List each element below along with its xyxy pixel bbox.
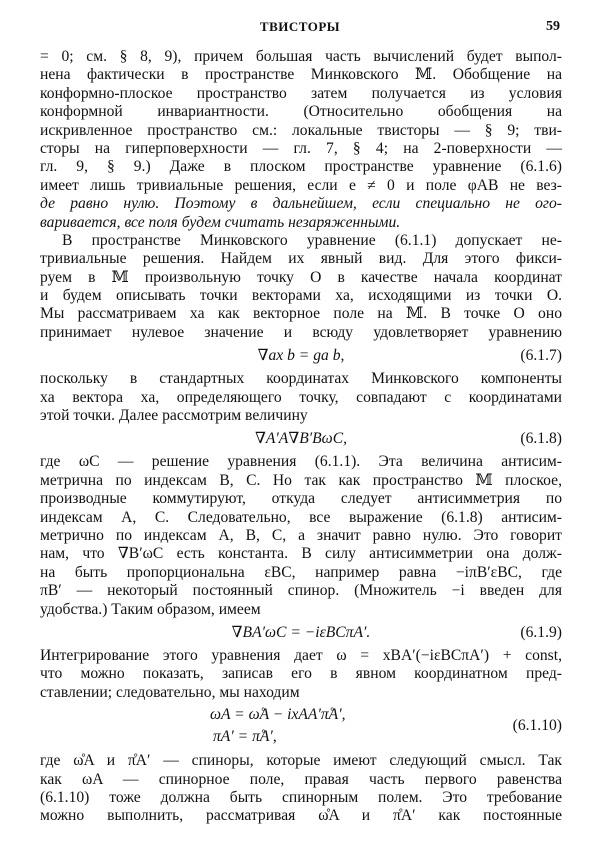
text-line: гл. 9, § 9.) Даже в плоском пространстве уравнение (6.1.6) bbox=[40, 158, 562, 176]
text-line: тривиальные решения. Найдем их явный вид. Для этого фикси- bbox=[40, 250, 562, 268]
text-line: Мы рассматриваем xa как векторное поле на 𝕄. В точке O оно bbox=[40, 305, 562, 323]
text-line: сторы на гиперповерхности — гл. 7, § 4; на 2-поверхности — bbox=[40, 139, 562, 157]
text-line: варивается, все поля будем считать незаряженными. bbox=[40, 213, 401, 231]
text-line: где ωC — решение уравнения (6.1.1). Эта величина антисим- bbox=[40, 453, 562, 471]
text-line: нам, что ∇B′ωC есть константа. В силу антисимметрии она долж- bbox=[40, 545, 562, 563]
equation-number: (6.1.8) bbox=[520, 430, 562, 448]
text-line: как ωA — спинорное поле, правая часть первого равенства bbox=[40, 770, 562, 788]
text-line: де равно нулю. Поэтому в дальнейшем, если специально не ого- bbox=[40, 195, 562, 213]
equation-6-1-7 bbox=[40, 342, 562, 370]
text-line: руем в 𝕄 произвольную точку O в качестве начала координат bbox=[40, 268, 562, 286]
equation-formula: ∇BA′ωC = −iεBCπA′. bbox=[231, 623, 371, 641]
text-line: производные коммутируют, откуда следует антисимметрия по bbox=[40, 490, 562, 508]
text-line: (6.1.10) тоже должна быть спинорным полем. Это требование bbox=[40, 788, 562, 806]
equation-formula: ∇ax b = ga b, bbox=[257, 347, 345, 365]
text-line: можно выполнить, рассматривая ω̊A и π̊A′ как постоянные bbox=[40, 807, 562, 825]
text-line: πB′ — некоторый постоянный спинор. (Множитель −i введен для bbox=[40, 582, 562, 600]
text-line: на быть пропорциональна εBC, например равна −iπB′εBC, где bbox=[40, 563, 562, 581]
text-line: принимает нулевое значение и всюду удовлетворяет уравнению bbox=[40, 323, 562, 341]
text-line: что можно показать, записав его в явном координатном пред- bbox=[40, 665, 562, 683]
text-line: индексам A, C. Следовательно, все выражение (6.1.8) антисим- bbox=[40, 508, 562, 526]
text-line: метрична по индексам B, C. Но так как пространство 𝕄 плоское, bbox=[40, 471, 562, 489]
equation-formula: ∇A′A∇B′BωC, bbox=[254, 430, 347, 448]
text-line: = 0; см. § 8, 9), причем большая часть вычислений будет выпол- bbox=[40, 48, 562, 65]
text-line: конформно-плоское пространство затем получается из условия bbox=[40, 84, 562, 102]
page-body bbox=[40, 48, 562, 826]
equation-number: (6.1.10) bbox=[512, 717, 562, 735]
text-line: нена фактически в пространстве Минковского 𝕄. Обобщение на bbox=[40, 66, 562, 84]
running-title: ТВИСТОРЫ bbox=[259, 19, 341, 34]
text-line: Интегрирование этого уравнения дает ω = xBA′(−iεBCπA′) + const, bbox=[40, 646, 562, 664]
text-line: поскольку в стандартных координатах Минковского компоненты bbox=[40, 370, 562, 388]
text-line: и будем описывать точки векторами xa, исходящими из точки O. bbox=[40, 287, 562, 305]
text-line: удобства.) Таким образом, имеем bbox=[40, 600, 261, 618]
equation-number: (6.1.7) bbox=[520, 347, 562, 365]
text-line: метрично по индексам A, B, C, а значит равно нулю. Это говорит bbox=[40, 526, 562, 544]
equation-formula-line-1: ωA = ω̊A − ixAA′π̊A′, bbox=[210, 706, 346, 724]
equation-formula-line-2: πA′ = π̊A′, bbox=[213, 728, 277, 746]
text-line: где ω̊A и π̊A′ — спиноры, которые имеют следующий смысл. Так bbox=[40, 752, 562, 770]
text-line: искривленное пространство см.: локальные твисторы — § 9; тви- bbox=[40, 121, 562, 139]
text-line: xa вектора xa, определяющего точку, совпадают с координатами bbox=[40, 388, 562, 406]
text-line: конформной инвариантности. (Относительно обобщения на bbox=[40, 103, 562, 121]
text-line: имеет лишь тривиальные решения, если e ≠ 0 и поле φAB не вез- bbox=[40, 176, 562, 194]
text-line: этой точки. Далее рассмотрим величину bbox=[40, 407, 308, 425]
equation-6-1-10 bbox=[40, 702, 562, 752]
running-header bbox=[0, 18, 600, 36]
text-line: ставлении; следовательно, мы находим bbox=[40, 683, 300, 701]
equation-number: (6.1.9) bbox=[520, 623, 562, 641]
equation-6-1-8 bbox=[40, 425, 562, 453]
text-line: В пространстве Минковского уравнение (6.1.1) допускает не- bbox=[62, 231, 562, 249]
page-number: 59 bbox=[546, 19, 560, 34]
equation-6-1-9 bbox=[40, 619, 562, 647]
